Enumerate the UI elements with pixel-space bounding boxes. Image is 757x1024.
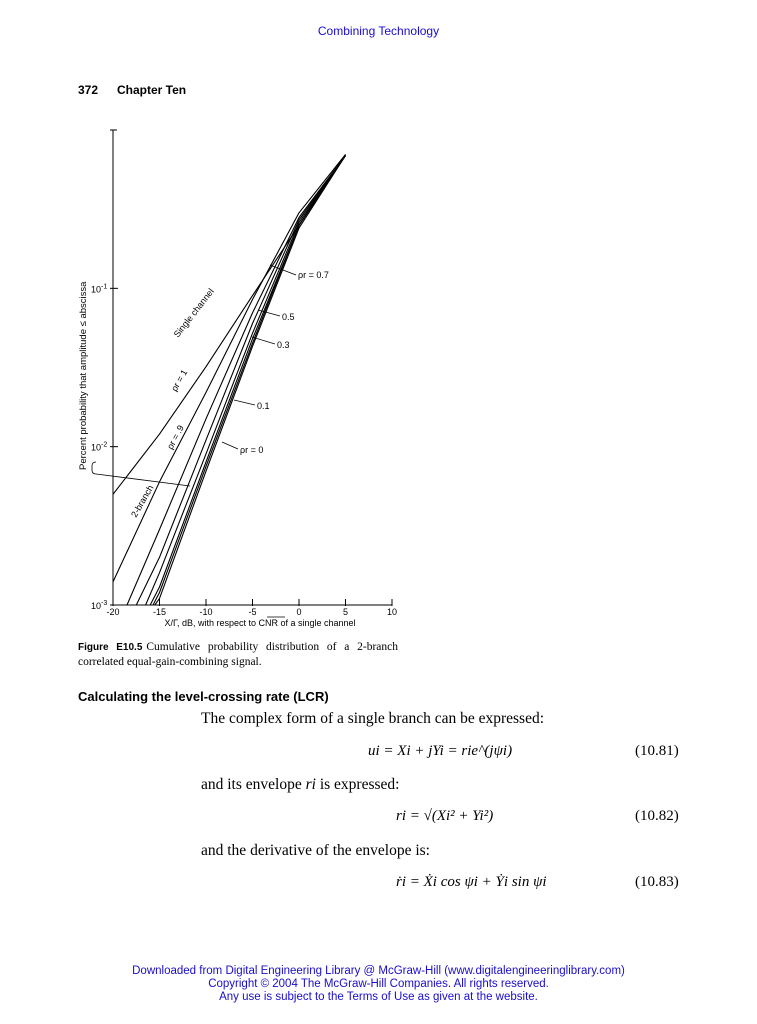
y-tick-label: $10^{-1}$ — [91, 283, 108, 295]
footer-line-2: Copyright © 2004 The McGraw-Hill Companies. All rights reserved. — [208, 978, 549, 990]
label-rho-1: ρr = 1 — [169, 367, 190, 393]
chapter-title: Chapter Ten — [117, 83, 187, 97]
figure-chart — [60, 120, 420, 635]
series-line-3 — [136, 156, 345, 606]
figure-label: Figure E10.5 — [78, 642, 143, 653]
label-rho-01: 0.1 — [257, 401, 270, 411]
header-link[interactable]: Combining Technology — [317, 24, 440, 38]
label-rho-09: ρr = .9 — [164, 423, 186, 451]
footer — [0, 965, 757, 1004]
y-tick-exponent: -3 — [101, 600, 108, 607]
footer-line-1[interactable]: Downloaded from Digital Engineering Library @ McGraw-Hill (www.digitalengineeringlibrary.com) — [132, 965, 625, 977]
leader-rho-0 — [222, 442, 238, 449]
leader-rho-01 — [234, 400, 255, 405]
page-number: 372 — [78, 83, 99, 97]
x-tick-label: 5 — [342, 607, 349, 617]
x-tick-label: 0 — [296, 607, 302, 617]
label-rho-05: 0.5 — [282, 312, 295, 322]
y-tick-exponent: -1 — [101, 283, 108, 291]
label-single-channel: Single channel — [171, 286, 216, 340]
x-tick-label: -5 — [248, 607, 257, 617]
equation-10-81: ui = Xi + jYi = rie^(jψi) — [368, 743, 513, 759]
equation-number-10-82: (10.82) — [635, 808, 679, 824]
paragraph-1: The complex form of a single branch can be expressed: — [201, 710, 545, 727]
figure-caption — [78, 640, 398, 669]
label-rho-07: ρr = 0.7 — [298, 270, 329, 280]
x-tick-label: -20 — [106, 607, 120, 617]
y-tick-label: $10^{-3}$ — [91, 600, 108, 611]
leader-rho-03 — [252, 337, 275, 344]
x-axis-label: X/Γ, dB, with respect to CNR of a single channel — [164, 618, 356, 628]
label-rho-0: ρr = 0 — [240, 445, 264, 455]
equation-number-10-81: (10.81) — [635, 743, 679, 759]
paragraph-2-suffix: is expressed: — [319, 776, 400, 793]
x-tick-label: -15 — [152, 607, 167, 617]
paragraph-2-var: ri — [305, 776, 316, 793]
equation-number-10-83: (10.83) — [635, 874, 679, 890]
x-tick-label: -10 — [199, 607, 213, 617]
paragraph-2-prefix: and its envelope — [201, 776, 302, 793]
equation-10-83: ṙi = Ẋi cos ψi + Ẏi sin ψi — [396, 874, 547, 890]
series-line-2 — [127, 156, 346, 606]
label-rho-03: 0.3 — [277, 340, 290, 350]
equation-10-82: ri = √(Xi² + Yi²) — [396, 808, 494, 824]
paragraph-3: and the derivative of the envelope is: — [201, 842, 430, 859]
y-axis-label: Percent probability that amplitude ≤ abscissa — [78, 281, 89, 470]
footer-line-3: Any use is subject to the Terms of Use as given at the website. — [219, 991, 538, 1003]
figure-caption-text: Cumulative probability distribution of a 2-branch correlated equal-gain-combining signal. — [78, 641, 398, 668]
y-tick-exponent: -2 — [101, 441, 108, 449]
y-tick-label: $10^{-2}$ — [91, 441, 108, 453]
x-tick-label: 10 — [386, 607, 398, 617]
bracket-2-branch — [92, 462, 190, 486]
series-line-1 — [113, 155, 346, 582]
label-2-branch: 2-branch — [129, 483, 156, 519]
section-heading: Calculating the level-crossing rate (LCR) — [78, 689, 329, 704]
paragraph-2 — [201, 776, 399, 794]
